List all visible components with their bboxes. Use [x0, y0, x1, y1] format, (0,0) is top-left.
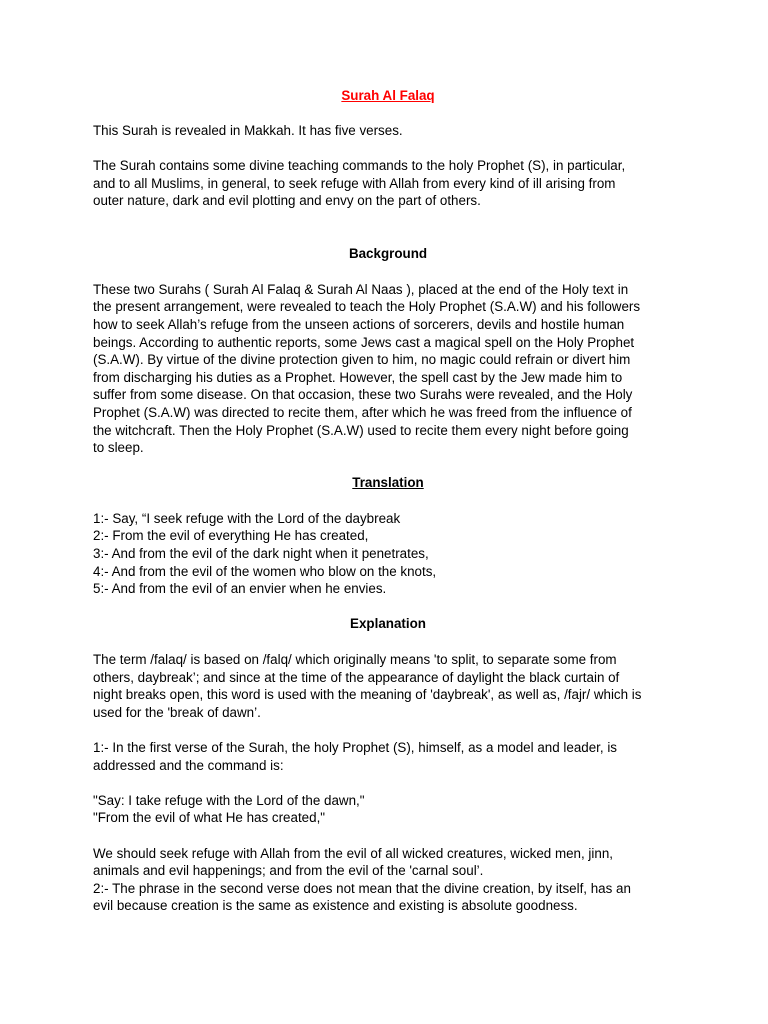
explanation-quote — [93, 792, 683, 827]
spacer — [93, 140, 683, 158]
intro-paragraph — [93, 122, 683, 140]
text-line: to sleep. — [93, 440, 144, 456]
background-heading: Background — [348, 246, 428, 262]
translation-verses — [93, 510, 683, 598]
page-title: Surah Al Falaq — [341, 88, 435, 103]
quote-line: "Say: I take refuge with the Lord of the dawn," — [93, 792, 365, 808]
text-line: 2:- The phrase in the second verse does not mean that the divine creation, by itself, has an — [93, 880, 631, 896]
text-line: 1:- In the first verse of the Surah, the holy Prophet (S), himself, as a model and leader, is — [93, 740, 617, 755]
text-line: others, daybreak’; and since at the time of the appearance of daylight the black curtain of — [93, 669, 620, 685]
text-line: The term /falaq/ is based on /falq/ which originally means 'to split, to separate some from — [93, 652, 617, 668]
explanation-heading: Explanation — [350, 616, 426, 632]
text-line: This Surah is revealed in Makkah. It has five verses. — [93, 123, 403, 138]
translation-heading: Translation — [352, 475, 424, 491]
text-line: Prophet (S.A.W) was directed to recite them, after which he was freed from the influence of — [93, 404, 632, 420]
text-line: animals and evil happenings; and from the evil of the 'carnal soul’. — [93, 863, 484, 879]
document-page — [93, 87, 683, 915]
spacer — [93, 633, 683, 651]
text-line: the present arrangement, were revealed to teach the Holy Prophet (S.A.W) and his followers — [93, 299, 641, 315]
text-line: evil because creation is the same as existence and existing is absolute goodness. — [93, 898, 578, 914]
spacer — [93, 721, 683, 739]
spacer — [93, 263, 683, 281]
spacer — [93, 774, 683, 792]
spacer — [93, 827, 683, 845]
text-line: and to all Muslims, in general, to seek refuge with Allah from every kind of ill arising from — [93, 175, 616, 191]
text-line: the witchcraft. Then the Holy Prophet (S.A.W) used to recite them every night before going — [93, 422, 629, 438]
verse-line: 1:- Say, “I seek refuge with the Lord of the daybreak — [93, 510, 401, 526]
spacer — [93, 457, 683, 475]
text-line: how to seek Allah’s refuge from the unseen actions of sorcerers, devils and hostile human — [93, 316, 625, 332]
text-line: used for the 'break of dawn’. — [93, 704, 261, 720]
spacer — [93, 210, 683, 245]
summary-paragraph — [93, 157, 683, 210]
text-line: from discharging his duties as a Prophet. However, the spell cast by the Jew made him to — [93, 369, 623, 385]
text-line: These two Surahs ( Surah Al Falaq & Surah Al Naas ), placed at the end of the Holy text in — [93, 281, 629, 297]
verse-line: 5:- And from the evil of an envier when he envies. — [93, 581, 387, 597]
background-paragraph — [93, 281, 683, 457]
text-line: addressed and the command is: — [93, 757, 284, 773]
spacer — [93, 492, 683, 510]
text-line: We should seek refuge with Allah from the evil of all wicked creatures, wicked men, jinn, — [93, 845, 613, 861]
text-line: The Surah contains some divine teaching commands to the holy Prophet (S), in particular, — [93, 158, 626, 174]
spacer — [93, 598, 683, 616]
verse-line: 4:- And from the evil of the women who blow on the knots, — [93, 563, 437, 579]
text-line: (S.A.W). By virtue of the divine protection given to him, no magic could refrain or divert him — [93, 352, 631, 368]
explanation-paragraph-1 — [93, 651, 683, 721]
text-line: outer nature, dark and evil plotting and envy on the part of others. — [93, 193, 481, 209]
explanation-paragraph-2 — [93, 739, 683, 774]
text-line: suffer from some disease. On that occasion, these two Surahs were revealed, and the Holy — [93, 387, 633, 403]
text-line: beings. According to authentic reports, some Jews cast a magical spell on the Holy Prophet — [93, 334, 635, 350]
verse-line: 3:- And from the evil of the dark night when it penetrates, — [93, 546, 429, 562]
quote-line: "From the evil of what He has created," — [93, 810, 326, 826]
explanation-paragraph-3 — [93, 845, 683, 915]
text-line: night breaks open, this word is used with the meaning of 'daybreak', as well as, /fajr/ which is — [93, 687, 642, 703]
verse-line: 2:- From the evil of everything He has created, — [93, 528, 369, 544]
